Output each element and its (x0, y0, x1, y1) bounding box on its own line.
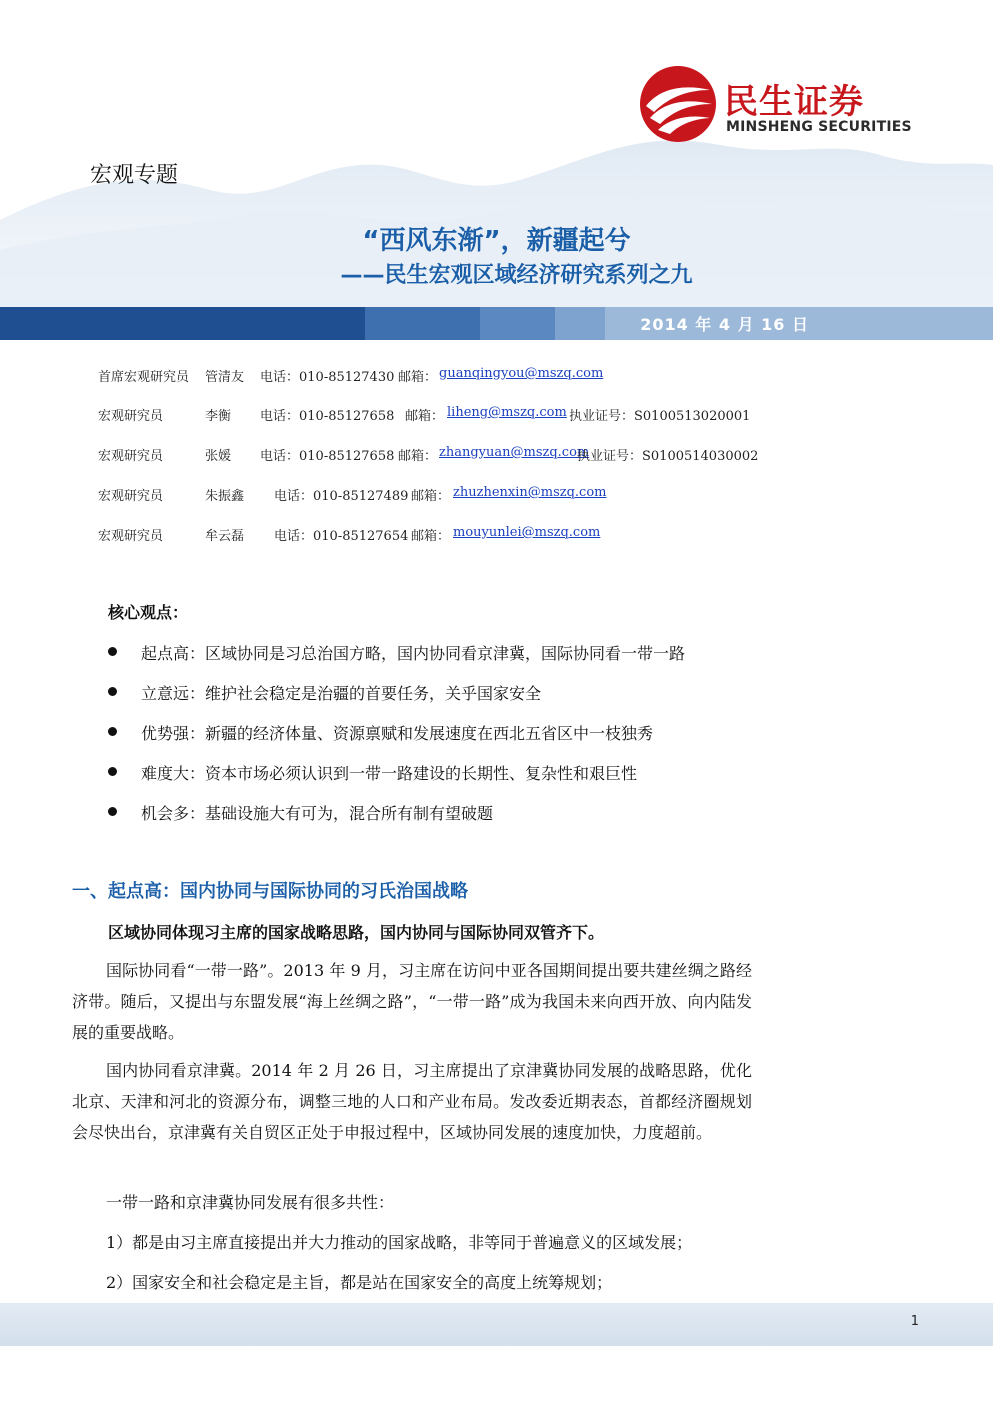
analyst-email-link[interactable]: zhangyuan@mszq.com (439, 445, 590, 460)
body-paragraph: 国内协同看京津冀。2014 年 2 月 26 日，习主席提出了京津冀协同发展的战略思路，优化北京、天津和河北的资源分布，调整三地的人口和产业布局。发改委近期表态，首都经济圈规划会尽快出台，京津冀有关自贸区正处于申报过程中，区域协同发展的速度加快，力度超前。 (72, 1061, 752, 1142)
analyst-name: 朱振鑫 (205, 489, 245, 504)
analyst-role: 宏观研究员 (98, 409, 164, 424)
analyst-license: 执业证号：S0100514030002 (577, 449, 759, 464)
header-color-band (0, 307, 993, 340)
bullet-icon (108, 807, 117, 816)
list-item: 2）国家安全和社会稳定是主旨，都是站在国家安全的高度上统筹规划； (106, 1273, 613, 1292)
analyst-license: 执业证号：S0100513020001 (569, 409, 751, 424)
key-point-text: 立意远：维护社会稳定是治疆的首要任务，关乎国家安全 (141, 684, 542, 703)
key-points-heading: 核心观点： (108, 603, 189, 622)
bullet-icon (108, 727, 117, 736)
analyst-email-link[interactable]: mouyunlei@mszq.com (453, 525, 601, 540)
logo-emblem-icon (640, 66, 716, 142)
report-title: “西风东渐”，新疆起兮 (362, 226, 631, 256)
analyst-email-label: 邮箱： (398, 370, 438, 385)
section-subheading: 区域协同体现习主席的国家战略思路，国内协同与国际协同双管齐下。 (108, 923, 605, 942)
bullet-icon (108, 767, 117, 776)
logo-chinese-name: 民生证券 (724, 82, 864, 122)
analyst-phone: 电话：010-85127430 (260, 370, 395, 385)
page-number: 1 (910, 1314, 919, 1329)
analyst-phone: 电话：010-85127489 (274, 489, 409, 504)
analyst-name: 李衡 (205, 409, 232, 424)
key-point-text: 起点高：区域协同是习总治国方略，国内协同看京津冀，国际协同看一带一路 (141, 644, 686, 663)
analyst-role: 宏观研究员 (98, 529, 164, 544)
logo-english-name: MINSHENG SECURITIES (726, 119, 912, 135)
analyst-role: 宏观研究员 (98, 489, 164, 504)
analyst-email-label: 邮箱： (398, 449, 438, 464)
bullet-icon (108, 687, 117, 696)
key-point-text: 机会多：基础设施大有可为，混合所有制有望破题 (141, 804, 494, 823)
company-logo (640, 66, 940, 146)
report-type-label: 宏观专题 (90, 163, 179, 188)
key-point-text: 优势强：新疆的经济体量、资源禀赋和发展速度在西北五省区中一枝独秀 (141, 724, 654, 743)
analyst-name: 牟云磊 (205, 529, 245, 544)
section-heading: 一、起点高：国内协同与国际协同的习氏治国战略 (72, 881, 468, 902)
body-paragraph: 一带一路和京津冀协同发展有很多共性： (106, 1193, 395, 1212)
analyst-email-label: 邮箱： (411, 529, 451, 544)
bullet-icon (108, 647, 117, 656)
key-point-text: 难度大：资本市场必须认识到一带一路建设的长期性、复杂性和艰巨性 (141, 764, 638, 783)
analyst-email-link[interactable]: zhuzhenxin@mszq.com (453, 485, 607, 500)
body-paragraph: 国际协同看“一带一路”。2013 年 9 月，习主席在访问中亚各国期间提出要共建丝绸之路经济带。随后，又提出与东盟发展“海上丝绸之路”，“一带一路”成为我国未来向西开放、向内陆发展的重要战略。 (72, 961, 752, 1042)
list-item: 1）都是由习主席直接提出并大力推动的国家战略，非等同于普遍意义的区域发展； (106, 1233, 693, 1252)
analyst-email-label: 邮箱： (411, 489, 451, 504)
analyst-name: 管清友 (205, 370, 245, 385)
analyst-phone: 电话：010-85127658 (260, 449, 395, 464)
analyst-email-label: 邮箱： (405, 409, 445, 424)
report-date: 2014 年 4 月 16 日 (640, 315, 809, 334)
analyst-role: 首席宏观研究员 (98, 370, 190, 385)
analyst-email-link[interactable]: liheng@mszq.com (447, 405, 567, 420)
analyst-name: 张媛 (205, 449, 232, 464)
analyst-phone: 电话：010-85127654 (274, 529, 409, 544)
analyst-email-link[interactable]: guanqingyou@mszq.com (439, 366, 604, 381)
report-subtitle: ——民生宏观区域经济研究系列之九 (340, 263, 693, 288)
page-footer-band (0, 1303, 993, 1346)
analyst-role: 宏观研究员 (98, 449, 164, 464)
analyst-phone: 电话：010-85127658 (260, 409, 395, 424)
